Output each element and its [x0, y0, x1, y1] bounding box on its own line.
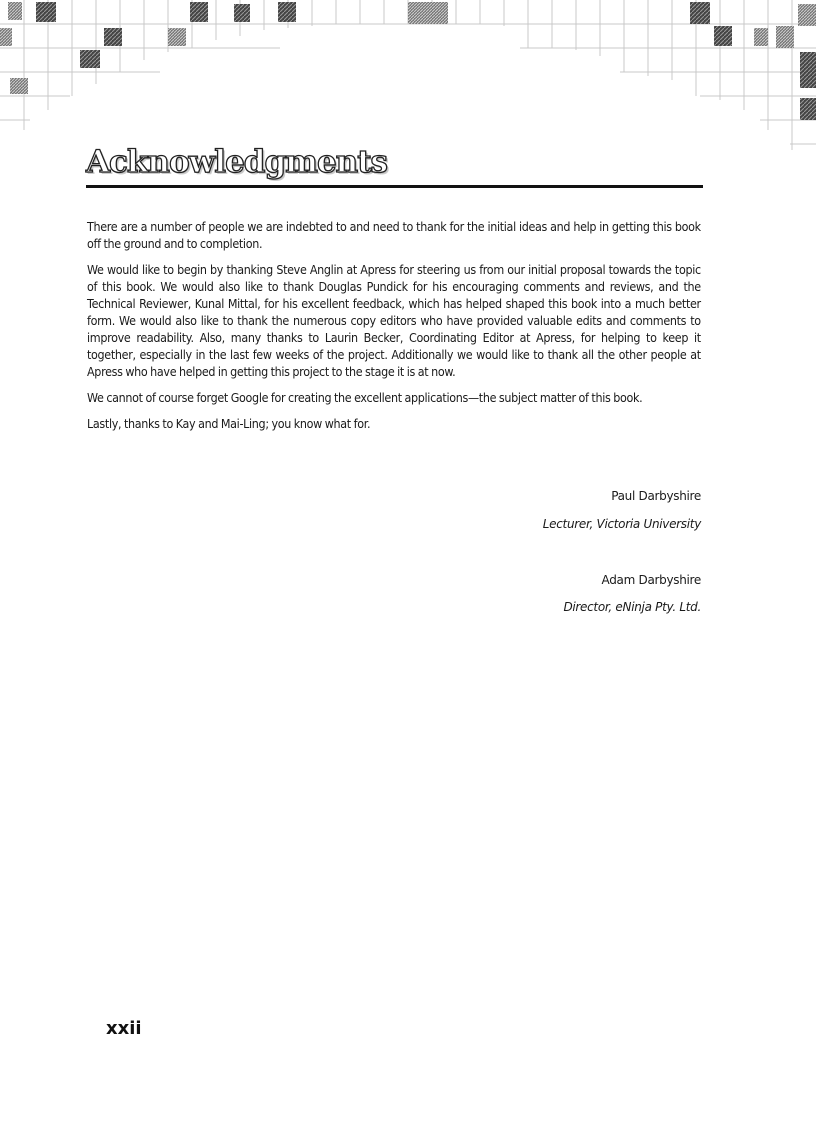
signature-title: Lecturer, Victoria University — [542, 517, 701, 531]
signature-name: Paul Darbyshire — [611, 489, 701, 503]
signature-title: Director, eNinja Pty. Ltd. — [563, 600, 701, 614]
paragraph: Lastly, thanks to Kay and Mai-Ling; you know what for. — [87, 417, 371, 431]
decorative-grid-header — [0, 0, 816, 160]
page-number: xxii — [106, 1018, 142, 1039]
paragraph: We would like to begin by thanking Steve Anglin at Apress for steering us from our initial proposal towards the topic of this book. We would also like to thank Douglas Pundick for his encouraging comments and reviews, and the Technical Reviewer, Kunal Mittal, for his excellent feedback, which has helped shaped this book into a much better form. We would also like to thank the numerous copy editors who have provided valuable edits and comments to improve readability. Also, many thanks to Laurin Becker, Coordinating Editor at Apress, for helping to keep it together, especially in the last few weeks of the project. Additionally we would like to thank all the other people at Apress who have helped in getting this project to the stage it is at now. — [87, 263, 701, 379]
acknowledgments-body — [87, 219, 701, 442]
title-underline — [86, 185, 703, 188]
paragraph: We cannot of course forget Google for creating the excellent applications—the subject matter of this book. — [87, 391, 643, 405]
page-title: Acknowledgments — [86, 144, 387, 180]
signature-name: Adam Darbyshire — [601, 573, 701, 587]
paragraph: There are a number of people we are indebted to and need to thank for the initial ideas and help in getting this book off the ground and to completion. — [87, 220, 701, 251]
